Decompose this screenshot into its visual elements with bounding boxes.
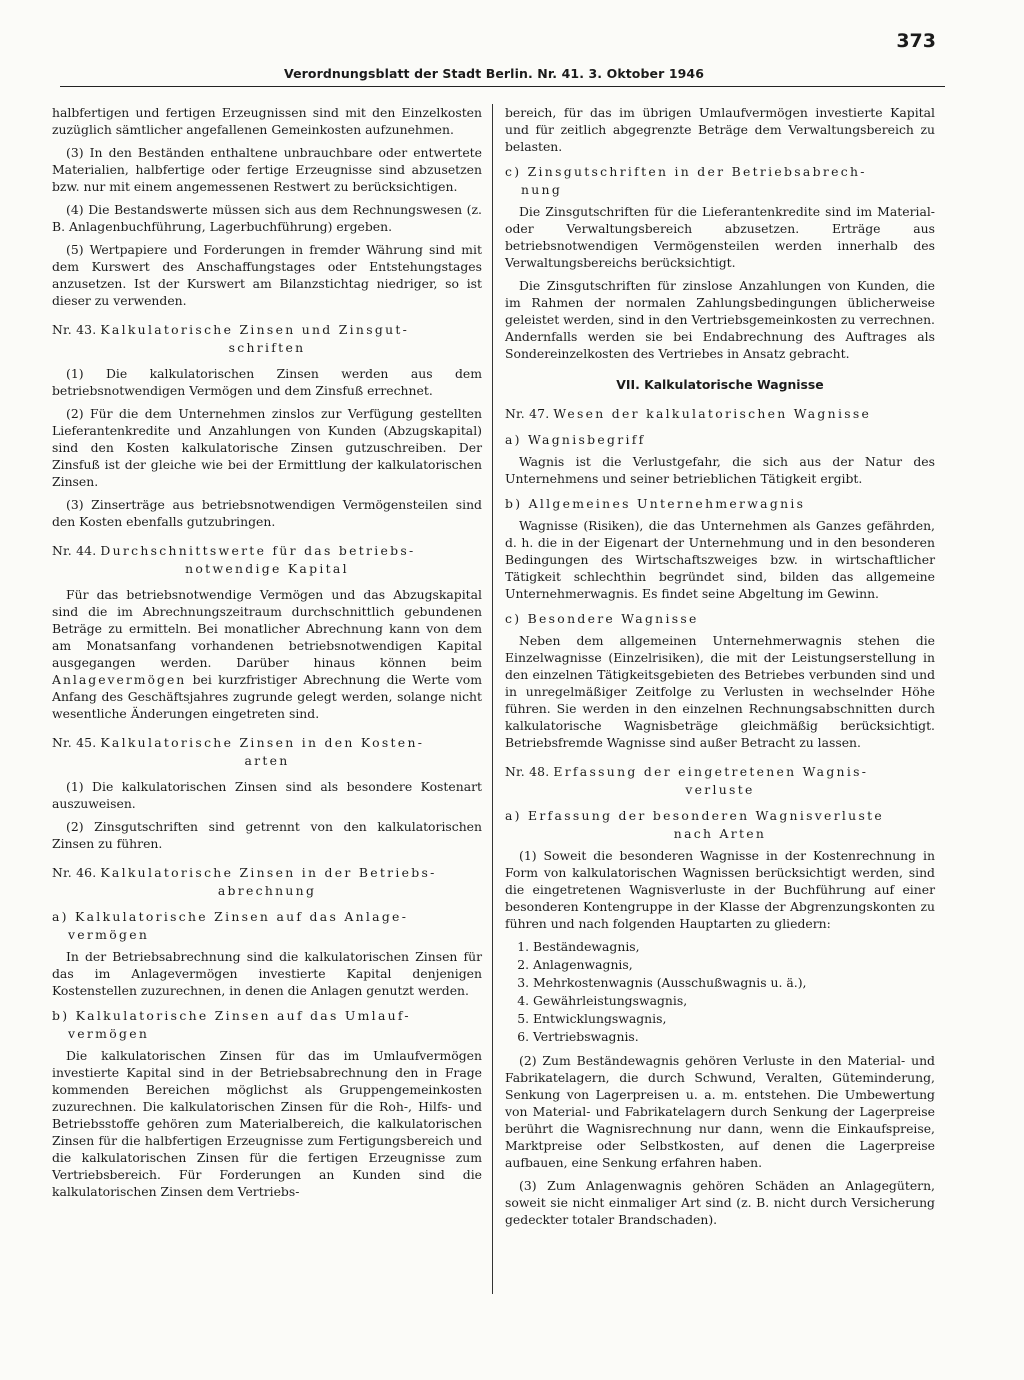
paragraph: (2) Für die dem Unternehmen zinslos zur Verfügung gestellten Lieferantenkredite und Anzahlungen von Kunden (Abzugskapital) sind den Kosten kalkulatorische Zinsen gutzuschreiben. Der Zinsfuß ist der gleiche wie bei der Ermittlung der kalkulatorischen Zinsen.	[52, 406, 482, 489]
list-item: 6. Vertriebswagnis.	[533, 1028, 935, 1046]
subheading: b) Allgemeines Unternehmerwagnis	[505, 496, 806, 511]
section-heading-47: Nr. 47. Wesen der kalkulatorischen Wagnisse	[505, 406, 872, 421]
subheading: a) Wagnisbegriff	[505, 432, 646, 447]
paragraph: Die Zinsgutschriften für die Lieferantenkredite sind im Material- oder Verwaltungsbereich abzusetzen. Erträge aus betriebsnotwendigen Vermögensteilen werden innerhalb des Verwaltungsbereichs berücksichtigt.	[505, 204, 935, 270]
subheading: b) Kalkulatorische Zinsen auf das Umlauf- vermögen	[52, 1008, 411, 1041]
paragraph: bereich, für das im übrigen Umlaufvermögen investierte Kapital und für zeitlich abgegrenzte Beträge dem Verwaltungsbereich zu belasten.	[505, 105, 935, 154]
column-divider	[492, 104, 493, 1294]
list-item: 4. Gewährleistungswagnis,	[533, 992, 935, 1010]
section-heading-43: Nr. 43. Kalkulatorische Zinsen und Zinsgut- schriften	[52, 322, 410, 355]
subheading: a) Kalkulatorische Zinsen auf das Anlage- vermögen	[52, 909, 409, 942]
subheading: c) Zinsgutschriften in der Betriebsabrech- nung	[505, 164, 867, 197]
paragraph: halbfertigen und fertigen Erzeugnissen sind mit den Einzelkosten zuzüglich sämtlicher angefallenen Gemeinkosten aufzunehmen.	[52, 105, 482, 137]
paragraph: Neben dem allgemeinen Unternehmerwagnis stehen die Einzelwagnisse (Einzelrisiken), die mit der Leistungserstellung in den einzelnen Tätigkeitsgebieten des Betriebes verbunden sind und in unregelmäßiger Zeitfolge zu Verlusten in wechselnder Höhe führen. Sie werden in den einzelnen Rechnungsabschnitten durch kalkulatorische Wagnisbeträge gleichmäßig berücksichtigt. Betriebsfremde Wagnisse sind außer Betracht zu lassen.	[505, 633, 935, 750]
section-heading-46: Nr. 46. Kalkulatorische Zinsen in der Betriebs- abrechnung	[52, 865, 437, 898]
right-column	[505, 104, 935, 1234]
section-heading-44: Nr. 44. Durchschnittswerte für das betriebs- notwendige Kapital	[52, 543, 416, 576]
subheading: a) Erfassung der besonderen Wagnisverluste nach Arten	[505, 808, 885, 841]
paragraph: (3) Zinserträge aus betriebsnotwendigen Vermögensteilen sind den Kosten ebenfalls gutzubringen.	[52, 497, 482, 529]
paragraph: Die Zinsgutschriften für zinslose Anzahlungen von Kunden, die im Rahmen der normalen Zahlungsbedingungen üblicherweise geleistet werden, sind in den Vertriebsgemeinkosten zu verrechnen. Andernfalls werden sie bei Endabrechnung des Auftrages als Sondereinzelkosten des Vertriebes in Ansatz gebracht.	[505, 278, 935, 361]
paragraph: (5) Wertpapiere und Forderungen in fremder Währung sind mit dem Kurswert des Anschaffungstages oder Entstehungstages anzusetzen. Ist der Kurswert am Bilanzstichtag niedriger, so ist dieser zu verwenden.	[52, 242, 482, 308]
page-number: 373	[896, 30, 936, 52]
paragraph: In der Betriebsabrechnung sind die kalkulatorischen Zinsen für das im Anlagevermögen investierte Kapital denjenigen Kostenstellen zuzurechnen, in denen die Anlagen genutzt werden.	[52, 949, 482, 998]
emphasis: Anlagevermögen	[52, 672, 187, 687]
left-column	[52, 104, 482, 1206]
header-title: Verordnungsblatt der Stadt Berlin. Nr. 41. 3. Oktober 1946	[284, 66, 705, 81]
list-item: 2. Anlagenwagnis,	[533, 956, 935, 974]
paragraph: (4) Die Bestandswerte müssen sich aus dem Rechnungswesen (z. B. Anlagenbuchführung, Lagerbuchführung) ergeben.	[52, 202, 482, 234]
section-heading-45: Nr. 45. Kalkulatorische Zinsen in den Kosten- arten	[52, 735, 425, 768]
paragraph: (3) Zum Anlagenwagnis gehören Schäden an Anlagegütern, soweit sie nicht einmaliger Art sind (z. B. nicht durch Versicherung gedeckter totaler Brandschaden).	[505, 1178, 935, 1227]
section-heading-48: Nr. 48. Erfassung der eingetretenen Wagnis- verluste	[505, 764, 869, 797]
wagnis-list	[505, 938, 935, 1046]
paragraph: (1) Die kalkulatorischen Zinsen werden aus dem betriebsnotwendigen Vermögen und dem Zinsfuß errechnet.	[52, 366, 482, 398]
list-item: 1. Beständewagnis,	[533, 938, 935, 956]
paragraph: (1) Die kalkulatorischen Zinsen sind als besondere Kostenart auszuweisen.	[52, 779, 482, 811]
running-header	[60, 64, 945, 87]
paragraph: (2) Zinsgutschriften sind getrennt von den kalkulatorischen Zinsen zu führen.	[52, 819, 482, 851]
paragraph: Wagnisse (Risiken), die das Unternehmen als Ganzes gefährden, d. h. die in der Eigenart der Unternehmung und in den besonderen Bedingungen des Wirtschaftszweiges bzw. in wirtschaftlicher Tätigkeit schlechthin begründet sind, bilden das allgemeine Unternehmerwagnis. Es findet seine Abgeltung im Gewinn.	[505, 518, 935, 601]
paragraph: Für das betriebsnotwendige Vermögen und das Abzugskapital sind die im Abrechnungszeitraum durchschnittlich gebundenen Beträge zu ermitteln. Bei monatlicher Abrechnung kann von dem am Monatsanfang vorhandenen betriebsnotwendigen Kapital ausgegangen werden. Darüber hinaus können beim Anlagevermögen bei kurzfristiger Abrechnung die Werte vom Anfang des Geschäftsjahres zugrunde gelegt werden, solange nicht wesentliche Änderungen eingetreten sind.	[52, 587, 482, 721]
paragraph: (2) Zum Beständewagnis gehören Verluste in den Material- und Fabrikatelagern, die durch Schwund, Veralten, Güteminderung, Senkung von Lagerpreisen u. a. m. entstehen. Die Umbewertung von Material- und Fabrikatelagern durch Senkung der Lagerpreise berührt die Wagnisrechnung nur dann, wenn die Einkaufspreise, Marktpreise oder Selbstkosten, auf denen die Lagerpreise aufbauen, eine Senkung erfahren haben.	[505, 1053, 935, 1170]
list-item: 3. Mehrkostenwagnis (Ausschußwagnis u. ä.),	[533, 974, 935, 992]
paragraph: (1) Soweit die besonderen Wagnisse in der Kostenrechnung in Form von kalkulatorischen Wagnissen berücksichtigt werden, sind die eingetretenen Wagnisverluste in der Buchführung auf einer besonderen Kontengruppe in der Klasse der Abgrenzungskonten zu führen und nach folgenden Hauptarten zu gliedern:	[505, 848, 935, 931]
paragraph: (3) In den Beständen enthaltene unbrauchbare oder entwertete Materialien, halbfertige oder fertige Erzeugnisse sind abzusetzen bzw. nur mit einem angemessenen Restwert zu berücksichtigen.	[52, 145, 482, 194]
subheading: c) Besondere Wagnisse	[505, 611, 699, 626]
chapter-title: VII. Kalkulatorische Wagnisse	[616, 377, 824, 392]
paragraph: Wagnis ist die Verlustgefahr, die sich aus der Natur des Unternehmens und seiner betrieblichen Tätigkeit ergibt.	[505, 454, 935, 486]
list-item: 5. Entwicklungswagnis,	[533, 1010, 935, 1028]
paragraph: Die kalkulatorischen Zinsen für das im Umlaufvermögen investierte Kapital sind in der Betriebsabrechnung den in Frage kommenden Bereichen möglichst als Gruppengemeinkosten zuzurechnen. Die kalkulatorischen Zinsen für die Roh-, Hilfs- und Betriebsstoffe gehören zum Materialbereich, die kalkulatorischen Zinsen für die halbfertigen Erzeugnisse zum Fertigungsbereich und die kalkulatorischen Zinsen für die fertigen Erzeugnisse zum Vertriebsbereich. Für Forderungen an Kunden sind die kalkulatorischen Zinsen dem Vertriebs-	[52, 1048, 482, 1199]
